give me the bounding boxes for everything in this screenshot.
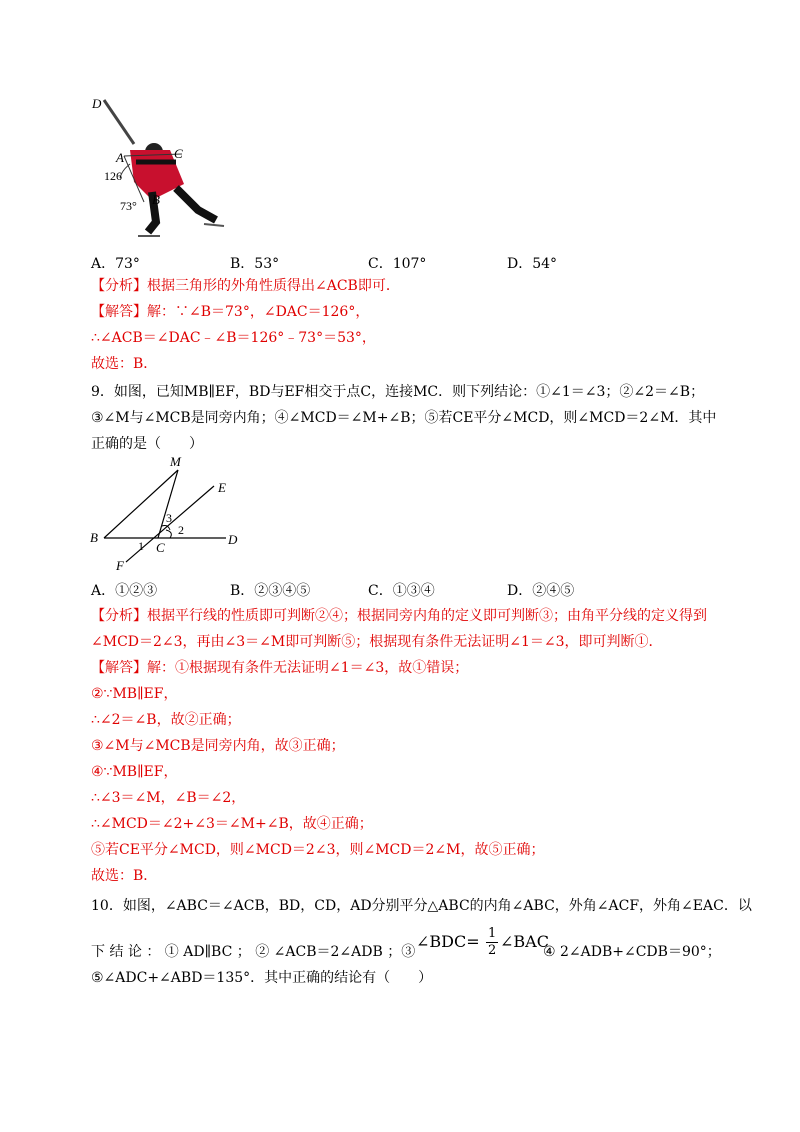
formula-numerator: 1: [488, 926, 497, 941]
q8-solution-line: 【解答】解：∵∠B＝73°，∠DAC＝126°，: [91, 304, 370, 320]
label-126: 126: [104, 169, 122, 183]
label-A: A: [116, 150, 124, 165]
q9-stem-line: 正确的是（ ）: [91, 436, 203, 452]
q10-stem-line2-part1: 下 结 论 ： ① AD∥BC ； ② ∠ACB＝2∠ADB ；③: [91, 944, 416, 960]
label-C: C: [156, 540, 165, 555]
label-B: B: [90, 530, 98, 545]
formula-denominator: 2: [488, 943, 497, 958]
label-angle-1: 1: [138, 539, 144, 553]
q9-analysis-line: ∠MCD＝2∠3，再由∠3＝∠M即可判断⑤；根据现有条件无法证明∠1＝∠3，即可判断①．: [91, 634, 663, 650]
skater-figure: [86, 92, 236, 240]
skate-blade-right: [204, 224, 224, 226]
label-D: D: [92, 96, 102, 111]
skater-leg-right: [176, 188, 216, 220]
q9-option-d: D．②④⑤: [507, 583, 575, 599]
q9-solution-line: ②∵MB∥EF，: [91, 686, 178, 702]
q9-solution-line: 【解答】解：①根据现有条件无法证明∠1＝∠3，故①错误；: [91, 660, 469, 676]
q8-analysis: 【分析】根据三角形的外角性质得出∠ACB即可．: [91, 278, 400, 294]
formula-left: ∠BDC=: [416, 932, 480, 951]
formula-right: ∠BAC: [500, 932, 549, 951]
q8-solution-line: ∴∠ACB＝∠DAC﹣∠B＝126°﹣73°＝53°，: [91, 330, 376, 346]
label-B: B: [152, 192, 160, 207]
q9-option-b: B．②③④⑤: [230, 583, 311, 599]
line-BM: [104, 470, 178, 538]
q9-solution-line: 故选：B．: [91, 868, 158, 884]
skater-arm: [104, 100, 134, 144]
line-MC: [158, 470, 178, 538]
label-angle-2: 2: [178, 523, 184, 537]
label-73: 73°: [120, 199, 137, 213]
q10-stem-line1: 10．如图，∠ABC＝∠ACB，BD，CD，AD分别平分△ABC的内角∠ABC，外角∠ACF，外角∠EAC．以: [91, 898, 752, 914]
label-angle-3: 3: [166, 511, 172, 525]
q9-solution-line: ∴∠3＝∠M，∠B＝∠2，: [91, 790, 246, 806]
q9-option-a: A．①②③: [91, 583, 158, 599]
q9-analysis-line: 【分析】根据平行线的性质即可判断②④；根据同旁内角的定义即可判断③；由角平分线的定义得到: [91, 608, 707, 624]
q9-solution-line: ④∵MB∥EF，: [91, 764, 178, 780]
q8-solution-line: 故选：B．: [91, 356, 158, 372]
q9-solution-line: ∴∠MCD＝∠2+∠3＝∠M+∠B，故④正确；: [91, 816, 373, 832]
q9-stem-line: 9．如图，已知MB∥EF，BD与EF相交于点C，连接MC．则下列结论：①∠1＝∠3；②∠2＝∠B；: [91, 384, 705, 400]
q10-stem-line3: ⑤∠ADC+∠ABD＝135°．其中正确的结论有（ ）: [91, 970, 433, 986]
q9-option-c: C．①③④: [368, 583, 435, 599]
label-C: C: [174, 146, 183, 161]
q10-stem-line2-part2: ④ 2∠ADB+∠CDB＝90°；: [543, 944, 721, 960]
q9-solution-line: ③∠M与∠MCB是同旁内角，故③正确；: [91, 738, 345, 754]
q9-solution-line: ∴∠2＝∠B，故②正确；: [91, 712, 241, 728]
q8-option-c: C．107°: [368, 256, 427, 272]
q8-option-b: B．53°: [230, 256, 280, 272]
q8-option-a: A．73°: [91, 256, 140, 272]
label-D: D: [228, 532, 238, 547]
q9-stem-line: ③∠M与∠MCB是同旁内角；④∠MCD＝∠M+∠B；⑤若CE平分∠MCD，则∠MCD＝2∠M．其中: [91, 410, 717, 426]
label-M: M: [170, 454, 181, 469]
angle-arc-2: [166, 530, 171, 538]
q9-solution-line: ⑤若CE平分∠MCD，则∠MCD＝2∠3，则∠MCD＝2∠M，故⑤正确；: [91, 842, 545, 858]
q9-geometry-figure: [86, 452, 256, 576]
label-E: E: [218, 480, 226, 495]
label-F: F: [116, 558, 124, 573]
q8-option-d: D．54°: [507, 256, 558, 272]
